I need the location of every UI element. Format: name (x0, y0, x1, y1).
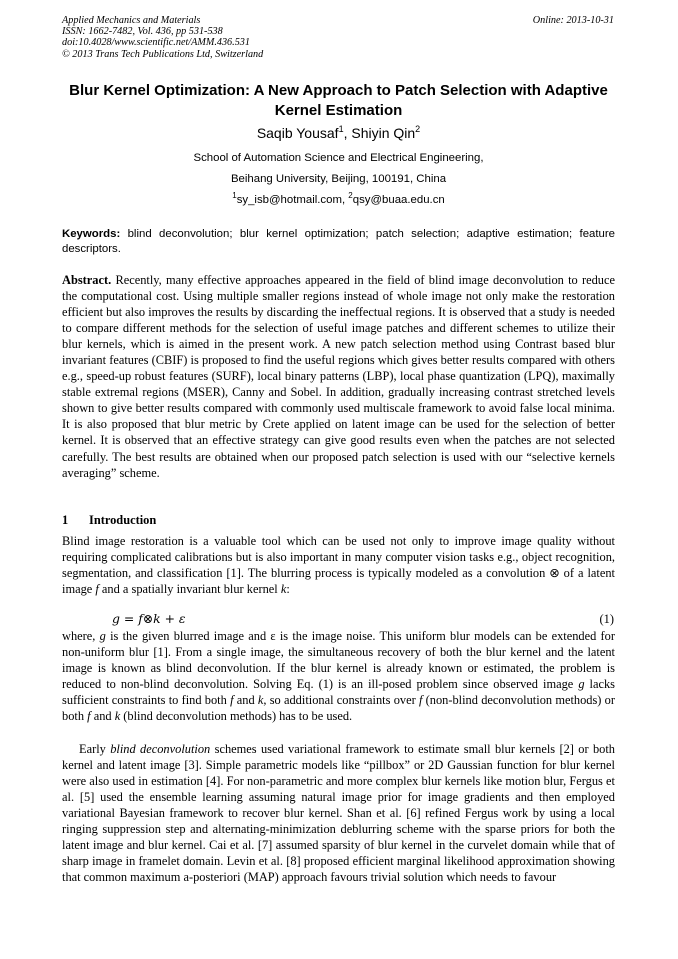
math-variable: g (578, 677, 585, 692)
author-email[interactable]: qsy@buaa.edu.cn (352, 194, 445, 206)
emphasis-text: blind deconvolution (110, 742, 211, 756)
body-text: and (233, 693, 258, 708)
convolution-symbol: ⊗ (549, 566, 560, 581)
intro-paragraph (62, 533, 615, 597)
section-heading (62, 512, 156, 528)
keywords-text: blind deconvolution; blur kernel optimization; patch selection; adaptive estimation; feature descriptors. (62, 228, 615, 255)
body-text: , so additional constraints over (263, 693, 419, 708)
body-text: lacks sufficient constraints to find both (62, 677, 615, 708)
body-text: (non-blind deconvolution methods) or both (62, 693, 615, 724)
email-mark: 2 (348, 191, 353, 200)
intro-paragraph (62, 628, 615, 724)
journal-header (62, 15, 614, 60)
abstract (62, 272, 615, 481)
author-affiliation-mark: 2 (415, 124, 421, 134)
body-text: Blind image restoration is a valuable tool which can be used not only to improve image quality without requiring complicated calibrations but is also important in many computer vision tasks e.g., object recognition, segmentation, and classification [1]. The blurring process is typically modeled as a convolution (62, 534, 615, 581)
author-name: Shiyin Qin (351, 125, 416, 141)
body-text: Early (79, 742, 111, 756)
author-affiliation-mark: 1 (338, 124, 344, 134)
journal-issn: ISSN: 1662-7482, Vol. 436, pp 531-538 (62, 26, 223, 38)
body-text: is the given blurred image and ε is the image noise. This uniform blur models can be extended for non-uniform blur [1]. From a single image, the simultaneous recovery of both the blur kernel and the latent image is known as blind deconvolution. If the blur kernel is already known or estimated, the problem is reduced to non-blind deconvolution. Solving Eq. (1) is an ill-posed problem since observed image (62, 629, 616, 692)
keywords-label: Keywords: (62, 228, 121, 240)
email-mark: 1 (232, 191, 237, 200)
affiliation-line: School of Automation Science and Electrical Engineering, (193, 152, 484, 164)
body-text: (blind deconvolution methods) has to be used. (120, 709, 353, 724)
author-name: Saqib Yousaf (256, 125, 339, 141)
intro-paragraph (62, 741, 615, 885)
author-email[interactable]: sy_isb@hotmail.com, (236, 194, 349, 206)
abstract-label: Abstract. (62, 273, 112, 287)
journal-name: Applied Mechanics and Materials (62, 15, 201, 26)
abstract-text: Recently, many effective approaches appeared in the field of blind image deconvolution to reduce the computational cost. Using multiple smaller regions instead of whole image not only make the restoration efficient but also improves the results by discarding the ineffectual regions. It is observed that a study is needed to compare different methods for the selection of useful image patches and different schemes to utilize their blur kernels, which is aimed in the present work. A new patch selection method using Contrast based blur invariant features (CBIF) is proposed to find the useful regions which gives better results compared with others e.g., speed-up robust features (SURF), local binary patterns (LBP), local phase quantization (LPQ), maximally stable extremal regions (MSER), Canny and Sobel. In addition, gradually increasing contrast stretched levels shown to give better results compared with commonly used multiscale framework to avoid false local minima. It is also proposed that blur metric by Crete applied on latent image can be used for the selection of better kernel. It is observed that an effective strategy can give good results even when the patches are not selected carefully. The best results are obtained when our proposed patch selection is used with our “selective kernels averaging” scheme. (62, 273, 615, 480)
paper-title: Blur Kernel Optimization: A New Approach to Patch Selection with Adaptive Kernel Estimation (69, 82, 608, 119)
body-text: where, (62, 629, 100, 643)
online-date: Online: 2013-10-31 (532, 15, 614, 26)
author-separator: , (343, 125, 352, 141)
body-text: schemes used variational framework to estimate small blur kernels [2] or both kernel and latent image [3]. Simple parametric models like “pillbox” or 2D Gaussian function for blur kernel were also used in estimation [4]. For non-parametric and more complex blur kernels like motion blur, Fergus et al. [5] used the ensemble learning assuming natural image prior for image gradients and then employed variational Bayesian framework to recover blur kernel. Shan et al. [6] refined Fergus work by using a local ringing suppression step and alternating-minimization deblurring scheme with the sparse priors for both the latent image and blur kernel. Cai et al. [7] assumed sparsity of blur kernel in the curvelet domain while that of sharp image in framelet domain. Levin et al. [8] proposed efficient marginal likelihood approximation showing that common maximum a-posteriori (MAP) approach favours trivial solution which needs to favour (62, 742, 615, 885)
affiliation-line: Beihang University, Beijing, 100191, China (230, 173, 447, 185)
keywords (62, 227, 615, 256)
math-variable: f (418, 693, 423, 708)
body-text: : (286, 582, 290, 597)
math-variable: f (95, 582, 99, 597)
body-text: and a spatially invariant blur kernel (98, 582, 281, 597)
body-text: and (90, 709, 115, 724)
math-variable: f (230, 693, 234, 708)
equation: g = f⊗k + ε (112, 611, 186, 626)
math-variable: f (87, 709, 91, 724)
section-title: Introduction (89, 513, 157, 527)
math-variable: g (99, 629, 106, 643)
math-variable: k (114, 709, 121, 724)
body-text: of a latent image (62, 566, 615, 597)
journal-doi[interactable]: doi:10.4028/www.scientific.net/AMM.436.531 (62, 37, 250, 49)
equation-number: (1) (599, 612, 614, 626)
journal-copyright: © 2013 Trans Tech Publications Ltd, Switzerland (62, 48, 264, 60)
author-list (62, 124, 615, 142)
math-variable: k (280, 582, 287, 597)
math-variable: k (257, 693, 264, 708)
author-emails (62, 193, 615, 207)
section-number: 1 (62, 513, 69, 527)
